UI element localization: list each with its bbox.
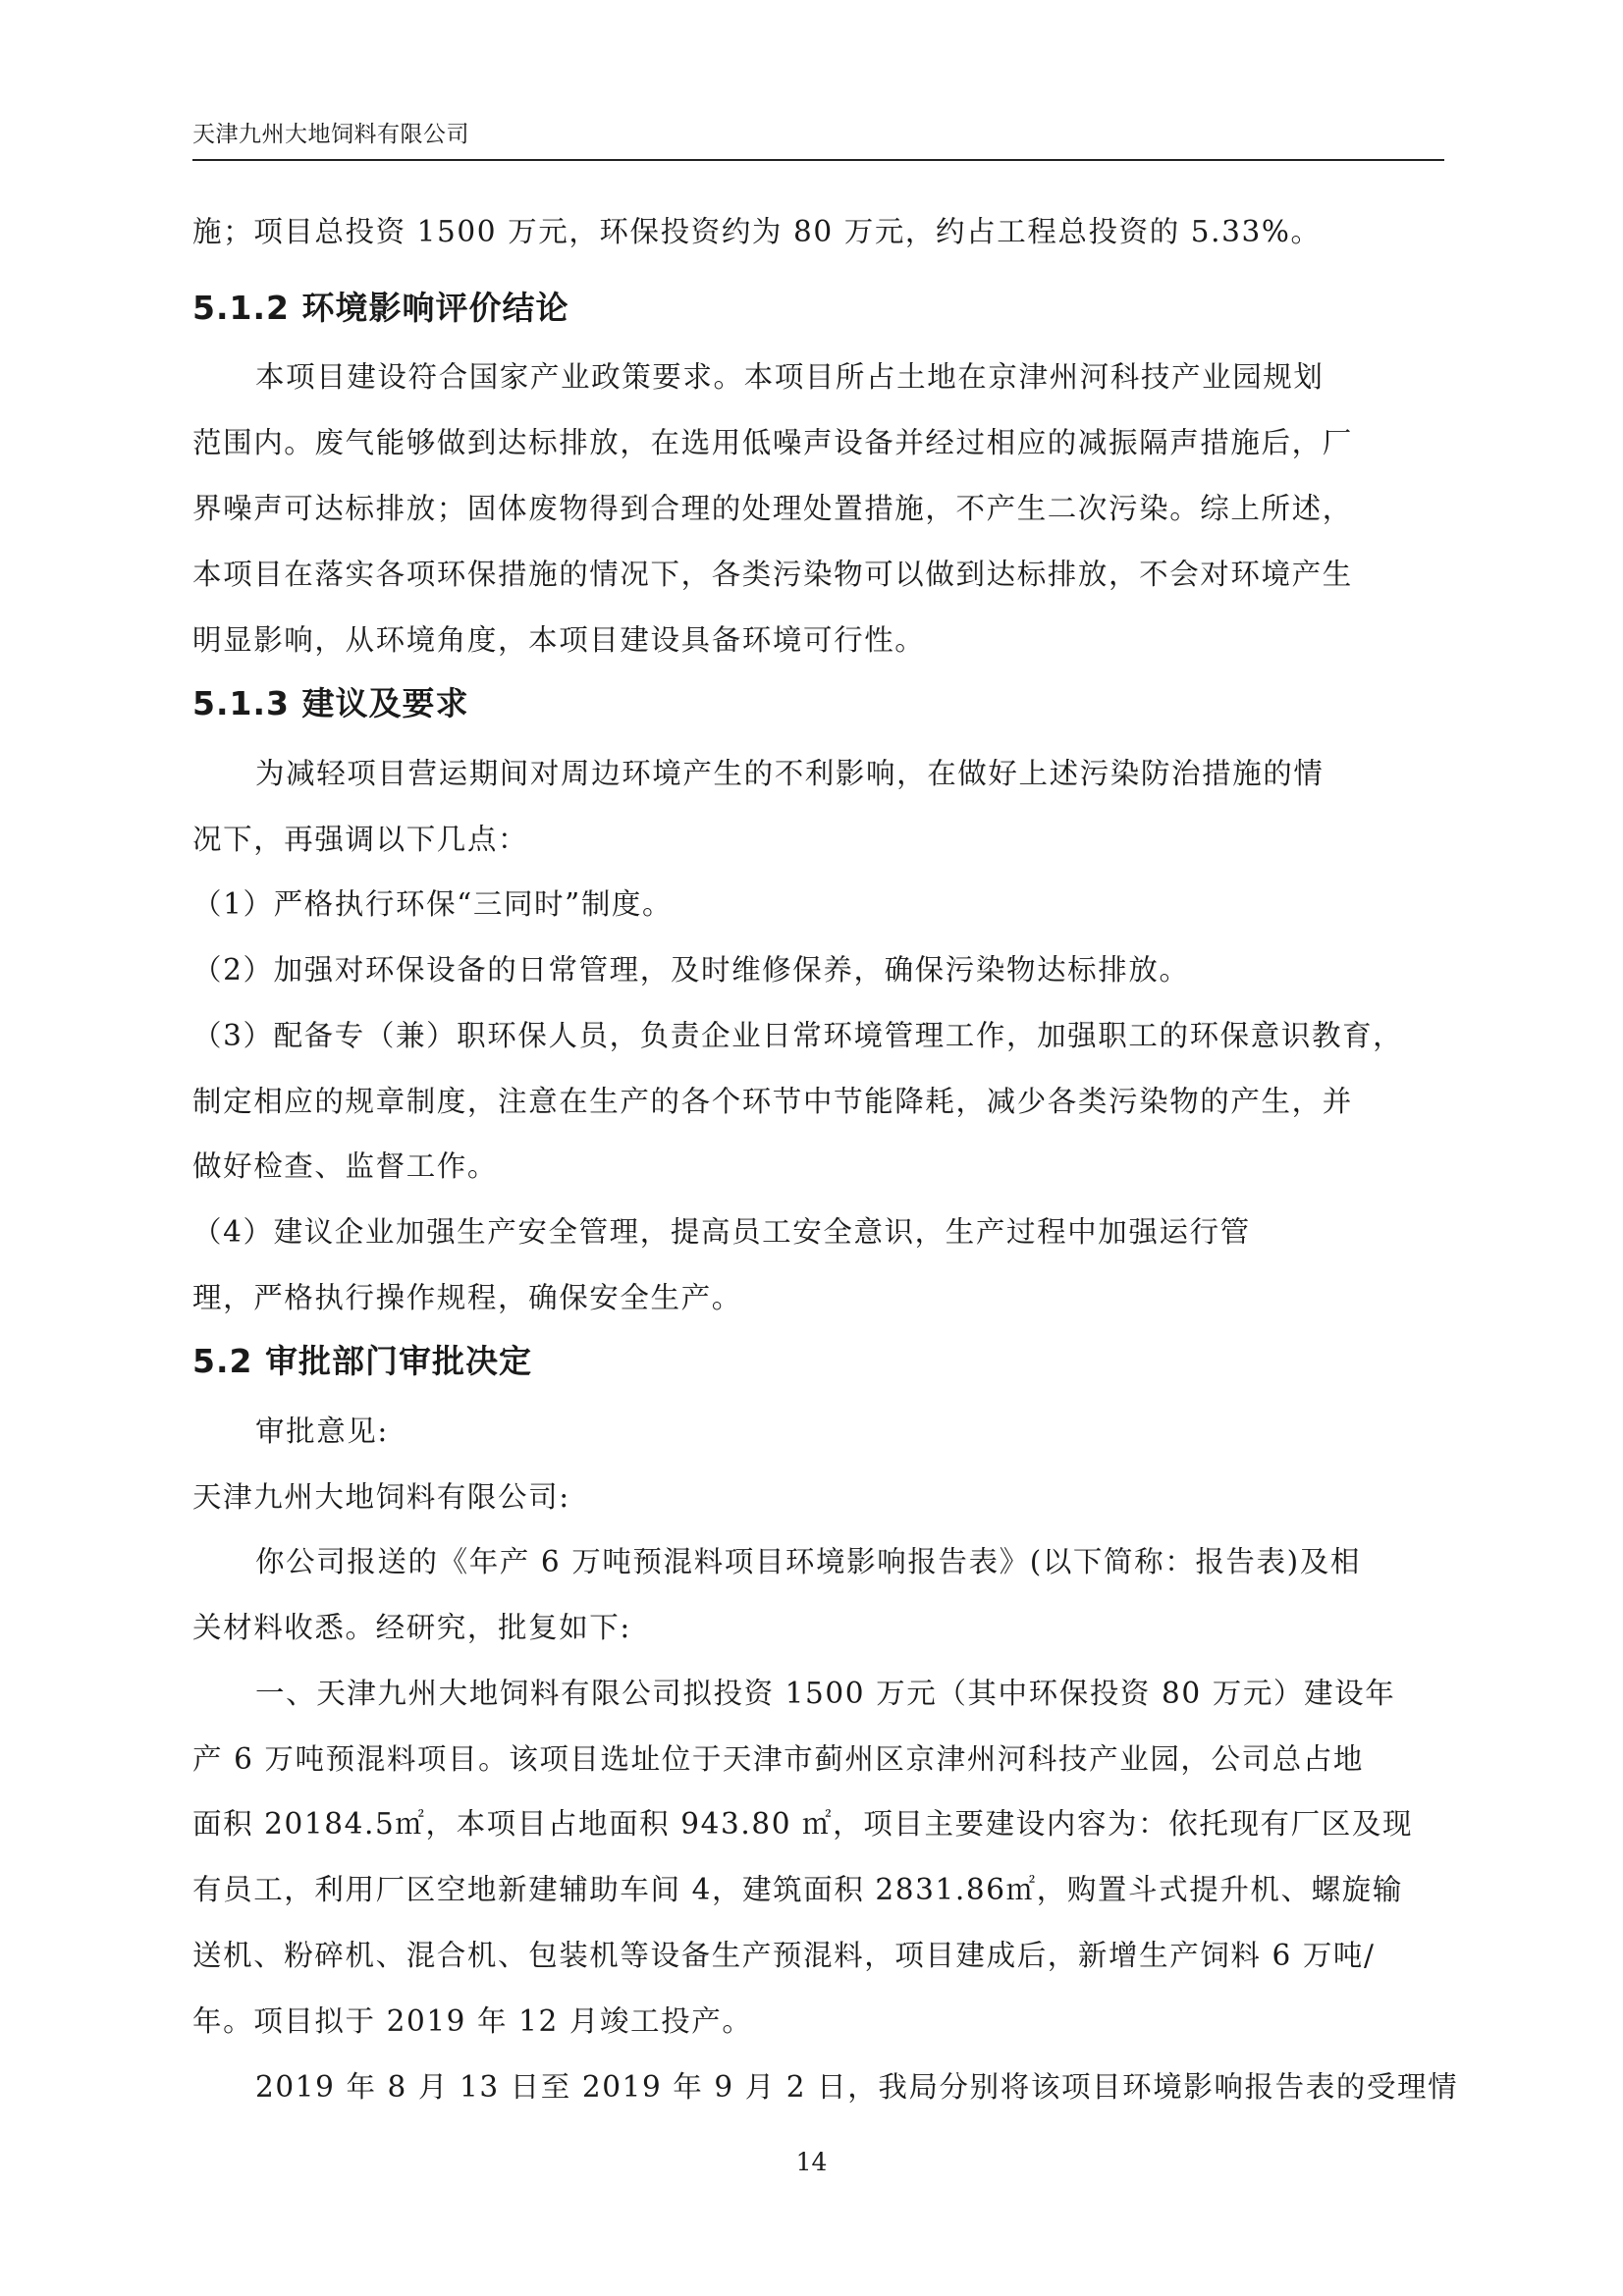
section-heading-5-2: 5.2 审批部门审批决定 (192, 1342, 532, 1380)
paragraph-line: 理，严格执行操作规程，确保安全生产。 (192, 1281, 742, 1314)
page-number: 14 (795, 2148, 828, 2176)
paragraph-line: 施；项目总投资 1500 万元，环保投资约为 80 万元，约占工程总投资的 5.33%。 (192, 215, 1322, 248)
paragraph-line: 审批意见: (255, 1415, 389, 1448)
header-company-name: 天津九州大地饲料有限公司 (192, 122, 469, 147)
paragraph-line: 况下，再强调以下几点： (192, 823, 529, 856)
list-item: （2）加强对环保设备的日常管理，及时维修保养，确保污染物达标排放。 (192, 953, 1190, 987)
list-item: （3）配备专（兼）职环保人员，负责企业日常环境管理工作，加强职工的环保意识教育， (192, 1019, 1404, 1052)
paragraph-line: 年。项目拟于 2019 年 12 月竣工投产。 (192, 2004, 753, 2038)
paragraph-line: 一、天津九州大地饲料有限公司拟投资 1500 万元（其中环保投资 80 万元）建设年 (255, 1677, 1396, 1710)
list-item: （1）严格执行环保“三同时”制度。 (192, 887, 674, 921)
paragraph-line: 面积 20184.5㎡，本项目占地面积 943.80 ㎡，项目主要建设内容为：依托现有厂区及现 (192, 1807, 1414, 1841)
paragraph-line: 范围内。废气能够做到达标排放，在选用低噪声设备并经过相应的减振隔声措施后，厂 (192, 426, 1353, 459)
paragraph-line: 产 6 万吨预混料项目。该项目选址位于天津市蓟州区京津州河科技产业园，公司总占地 (192, 1742, 1365, 1776)
paragraph-line: 有员工，利用厂区空地新建辅助车间 4，建筑面积 2831.86㎡，购置斗式提升机、螺旋输 (192, 1873, 1403, 1906)
paragraph-line: 本项目在落实各项环保措施的情况下，各类污染物可以做到达标排放，不会对环境产生 (192, 558, 1353, 591)
section-heading-5-1-3: 5.1.3 建议及要求 (192, 684, 469, 722)
section-heading-5-1-2: 5.1.2 环境影响评价结论 (192, 289, 569, 327)
page-header (192, 120, 1444, 161)
paragraph-line: 2019 年 8 月 13 日至 2019 年 9 月 2 日，我局分别将该项目环境影响报告表的受理情 (255, 2070, 1459, 2104)
paragraph-line: 你公司报送的《年产 6 万吨预混料项目环境影响报告表》(以下简称：报告表)及相 (255, 1545, 1361, 1578)
paragraph-line: 界噪声可达标排放；固体废物得到合理的处理处置措施，不产生二次污染。综上所述， (192, 492, 1353, 525)
paragraph-line: 制定相应的规章制度，注意在生产的各个环节中节能降耗，减少各类污染物的产生，并 (192, 1085, 1353, 1118)
paragraph-line: 本项目建设符合国家产业政策要求。本项目所占土地在京津州河科技产业园规划 (255, 360, 1325, 394)
paragraph-line: 做好检查、监督工作。 (192, 1149, 499, 1183)
paragraph-line: 为减轻项目营运期间对周边环境产生的不利影响，在做好上述污染防治措施的情 (255, 757, 1325, 790)
list-item: （4）建议企业加强生产安全管理，提高员工安全意识，生产过程中加强运行管 (192, 1215, 1251, 1249)
paragraph-line: 关材料收悉。经研究，批复如下: (192, 1611, 631, 1644)
paragraph-line: 明显影响，从环境角度，本项目建设具备环境可行性。 (192, 623, 926, 657)
paragraph-line: 送机、粉碎机、混合机、包装机等设备生产预混料，项目建成后，新增生产饲料 6 万吨/ (192, 1939, 1376, 1972)
addressee-line: 天津九州大地饲料有限公司: (192, 1480, 570, 1514)
